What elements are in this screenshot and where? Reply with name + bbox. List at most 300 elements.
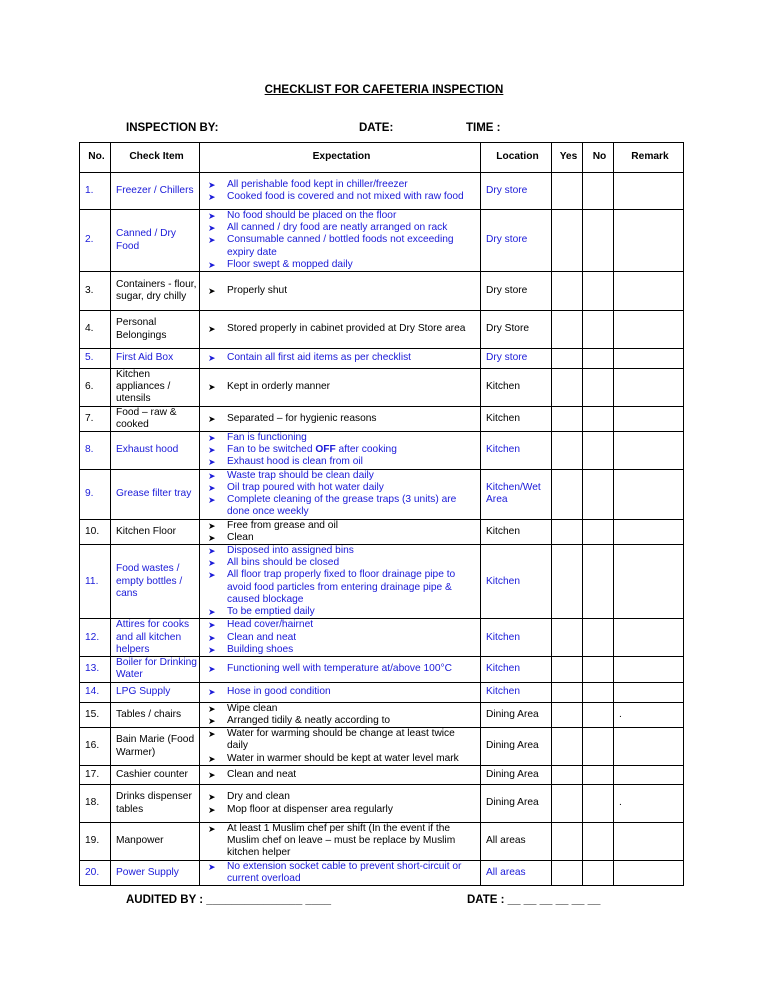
yes-checkbox-cell[interactable] [552,657,583,682]
expectation-cell [200,728,481,766]
no-checkbox-cell[interactable] [583,311,614,349]
expectation-list [205,323,478,335]
no-checkbox-cell[interactable] [583,728,614,766]
expectation-list [205,663,478,675]
arrowhead-bullet-icon: ➤ [208,235,216,246]
expectation-item [205,191,478,203]
remark-cell[interactable] [614,173,684,210]
arrowhead-bullet-icon: ➤ [208,259,216,270]
expectation-item [205,728,478,752]
table-row [80,210,684,272]
audited-by-field: AUDITED BY : _______________ ____ [126,894,332,906]
check-item: Grease filter tray [111,469,200,519]
expectation-cell [200,682,481,702]
row-number: 16. [80,728,111,766]
check-item: Manpower [111,823,200,861]
expectation-text: Contain all first aid items as per checklist [227,352,412,364]
no-checkbox-cell[interactable] [583,619,614,657]
row-number: 20. [80,860,111,885]
yes-checkbox-cell[interactable] [552,210,583,272]
table-row [80,823,684,861]
expectation-item [205,470,478,482]
expectation-cell [200,311,481,349]
table-row [80,469,684,519]
expectation-text: Separated – for hygienic reasons [227,412,377,424]
arrowhead-bullet-icon: ➤ [208,620,216,631]
yes-checkbox-cell[interactable] [552,823,583,861]
arrowhead-bullet-icon: ➤ [208,470,216,481]
expectation-text: Water in warmer should be kept at water level mark [227,752,459,764]
check-item: Kitchen Floor [111,519,200,544]
no-checkbox-cell[interactable] [583,349,614,369]
expectation-text: Functioning well with temperature at/above 100°C [227,663,452,675]
column-header-check-item: Check Item [111,143,200,173]
expectation-list [205,520,478,544]
arrowhead-bullet-icon: ➤ [208,792,216,803]
location: Kitchen/Wet Area [481,469,552,519]
expectation-list [205,432,478,469]
expectation-list [205,545,478,618]
expectation-text: Cooked food is covered and not mixed with raw food [227,191,464,202]
expectation-cell [200,860,481,885]
remark-cell[interactable] [614,860,684,885]
row-number: 11. [80,545,111,619]
expectation-item [205,179,478,191]
yes-checkbox-cell[interactable] [552,728,583,766]
expectation-item [205,234,478,258]
remark-cell[interactable] [614,311,684,349]
arrowhead-bullet-icon: ➤ [208,729,216,740]
arrowhead-bullet-icon: ➤ [208,687,216,698]
expectation-item [205,606,478,618]
no-checkbox-cell[interactable] [583,657,614,682]
expectation-item [205,222,478,234]
expectation-item [205,381,478,393]
arrowhead-bullet-icon: ➤ [208,804,216,815]
check-item: Freezer / Chillers [111,173,200,210]
expectation-item [205,413,478,425]
check-item: Drinks dispenser tables [111,785,200,823]
row-number: 6. [80,369,111,407]
expectation-item [205,644,478,656]
row-number: 14. [80,682,111,702]
arrowhead-bullet-icon: ➤ [208,644,216,655]
check-item: Bain Marie (Food Warmer) [111,728,200,766]
expectation-text: Water for warming should be change at least twice daily [227,728,455,752]
expectation-cell [200,785,481,823]
remark-cell[interactable] [614,519,684,544]
expectation-item [205,323,478,335]
expectation-cell [200,545,481,619]
check-item: Containers - flour, sugar, dry chilly [111,272,200,311]
expectation-text: Properly shut [227,284,288,296]
expectation-text: Fan is functioning [227,432,307,444]
row-number: 12. [80,619,111,657]
remark-cell[interactable] [614,469,684,519]
expectation-item [205,557,478,569]
expectation-list [205,703,478,727]
remark-cell[interactable] [614,619,684,657]
no-checkbox-cell[interactable] [583,682,614,702]
expectation-cell [200,702,481,727]
location: Kitchen [481,432,552,470]
no-checkbox-cell[interactable] [583,210,614,272]
expectation-item [205,632,478,644]
no-checkbox-cell[interactable] [583,173,614,210]
remark-cell[interactable] [614,272,684,311]
no-checkbox-cell[interactable] [583,823,614,861]
document-title: CHECKLIST FOR CAFETERIA INSPECTION [264,84,504,96]
yes-checkbox-cell[interactable] [552,519,583,544]
column-header-no-answer: No [583,143,614,173]
yes-checkbox-cell[interactable] [552,702,583,727]
row-number: 9. [80,469,111,519]
expectation-text: Mop floor at dispenser area regularly [227,803,393,815]
yes-checkbox-cell[interactable] [552,432,583,470]
arrowhead-bullet-icon: ➤ [208,192,216,202]
location: Kitchen [481,619,552,657]
arrowhead-bullet-icon: ➤ [208,482,216,493]
row-number: 10. [80,519,111,544]
check-item: Tables / chairs [111,702,200,727]
table-row [80,369,684,407]
location: Kitchen [481,406,552,431]
arrowhead-bullet-icon: ➤ [208,433,216,444]
yes-checkbox-cell[interactable] [552,349,583,369]
arrowhead-bullet-icon: ➤ [208,353,216,364]
no-checkbox-cell[interactable] [583,702,614,727]
location: Kitchen [481,369,552,407]
row-number: 1. [80,173,111,210]
expectation-list [205,210,478,271]
arrowhead-bullet-icon: ➤ [208,715,216,726]
remark-cell[interactable]: . [614,702,684,727]
arrowhead-bullet-icon: ➤ [208,413,216,424]
check-item: Personal Belongings [111,311,200,349]
arrowhead-bullet-icon: ➤ [208,532,216,543]
column-header-location: Location [481,143,552,173]
row-number: 3. [80,272,111,311]
row-number: 2. [80,210,111,272]
expectation-item [205,482,478,494]
remark-cell[interactable] [614,210,684,272]
expectation-cell [200,619,481,657]
remark-cell[interactable] [614,823,684,861]
table-row [80,349,684,369]
remark-cell[interactable] [614,406,684,431]
expectation-item [205,352,478,364]
expectation-text: Disposed into assigned bins [227,545,354,557]
table-row [80,766,684,785]
arrowhead-bullet-icon: ➤ [208,570,216,581]
expectation-cell [200,823,481,861]
expectation-item [205,663,478,675]
audit-date-field: DATE : __ __ __ __ __ __ [467,894,601,906]
location: Dining Area [481,702,552,727]
yes-checkbox-cell[interactable] [552,272,583,311]
expectation-item [205,285,478,297]
arrowhead-bullet-icon: ➤ [208,769,216,780]
expectation-item [205,823,478,860]
arrowhead-bullet-icon: ➤ [208,824,216,835]
row-number: 18. [80,785,111,823]
yes-checkbox-cell[interactable] [552,406,583,431]
expectation-text: Complete cleaning of the grease traps (3 units) are done once weekly [227,494,457,518]
location: Dry Store [481,311,552,349]
expectation-text: Exhaust hood is clean from oil [227,456,363,468]
expectation-cell [200,272,481,311]
expectation-list [205,470,478,519]
table-row [80,657,684,682]
expectation-list [205,823,478,860]
no-checkbox-cell[interactable] [583,766,614,785]
location: Kitchen [481,657,552,682]
expectation-list [205,619,478,656]
column-header-no: No. [80,143,111,173]
table-row [80,860,684,885]
location: Dry store [481,210,552,272]
expectation-text: No food should be placed on the floor [227,210,397,221]
row-number: 8. [80,432,111,470]
location: Kitchen [481,519,552,544]
remark-cell[interactable] [614,682,684,702]
no-checkbox-cell[interactable] [583,369,614,407]
arrowhead-bullet-icon: ➤ [208,324,216,335]
arrowhead-bullet-icon: ➤ [208,457,216,468]
row-number: 17. [80,766,111,785]
expectation-list [205,791,478,815]
expectation-text: All canned / dry food are neatly arranged on rack [227,222,448,234]
expectation-list [205,728,478,765]
location: Dining Area [481,766,552,785]
expectation-text: Free from grease and oil [227,519,338,531]
expectation-list [205,861,478,885]
no-checkbox-cell[interactable] [583,519,614,544]
check-item: Food wastes / empty bottles / cans [111,545,200,619]
no-checkbox-cell[interactable] [583,860,614,885]
yes-checkbox-cell[interactable] [552,682,583,702]
expectation-item [205,444,478,456]
expectation-text: Clean [227,531,254,543]
expectation-text: All bins should be closed [227,557,340,569]
table-row [80,272,684,311]
expectation-text: To be emptied daily [227,606,315,618]
expectation-text: Kept in orderly manner [227,381,331,393]
inspection-by-label: INSPECTION BY: [126,122,219,134]
location: Dining Area [481,728,552,766]
yes-checkbox-cell[interactable] [552,369,583,407]
arrowhead-bullet-icon: ➤ [208,382,216,393]
no-checkbox-cell[interactable] [583,545,614,619]
yes-checkbox-cell[interactable] [552,173,583,210]
expectation-list [205,381,478,393]
expectation-text: Floor swept & mopped daily [227,258,353,270]
table-row [80,519,684,544]
arrowhead-bullet-icon: ➤ [208,558,216,569]
remark-cell[interactable]: . [614,785,684,823]
arrowhead-bullet-icon: ➤ [208,546,216,557]
row-number: 7. [80,406,111,431]
expectation-item [205,259,478,271]
checklist-table [79,142,684,886]
column-header-expectation: Expectation [200,143,481,173]
arrowhead-bullet-icon: ➤ [208,445,216,456]
expectation-text: Wipe clean [227,702,278,714]
table-row [80,545,684,619]
checklist-body [80,173,684,886]
row-number: 5. [80,349,111,369]
expectation-text: Clean and neat [227,768,297,780]
check-item: Canned / Dry Food [111,210,200,272]
expectation-text: Oil trap poured with hot water daily [227,481,384,493]
expectation-text: Dry and clean [227,791,290,803]
expectation-item [205,715,478,727]
table-row [80,406,684,431]
expectation-list [205,352,478,364]
expectation-cell [200,406,481,431]
table-row [80,619,684,657]
column-header-yes: Yes [552,143,583,173]
location: Dining Area [481,785,552,823]
expectation-text: Clean and neat [227,631,297,643]
expectation-text: Head cover/hairnet [227,619,314,631]
check-item: First Aid Box [111,349,200,369]
check-item: LPG Supply [111,682,200,702]
expectation-text: Stored properly in cabinet provided at Dry Store area [227,323,466,335]
arrowhead-bullet-icon: ➤ [208,664,216,675]
yes-checkbox-cell[interactable] [552,785,583,823]
expectation-item [205,703,478,715]
yes-checkbox-cell[interactable] [552,311,583,349]
expectation-cell [200,657,481,682]
expectation-list [205,285,478,297]
arrowhead-bullet-icon: ➤ [208,179,216,190]
location: Dry store [481,272,552,311]
check-item: Cashier counter [111,766,200,785]
check-item: Attires for cooks and all kitchen helpers [111,619,200,657]
arrowhead-bullet-icon: ➤ [208,223,216,234]
location: Dry store [481,173,552,210]
expectation-item [205,432,478,444]
location: Kitchen [481,545,552,619]
arrowhead-bullet-icon: ➤ [208,861,216,872]
expectation-cell [200,173,481,210]
expectation-text: Arranged tidily & neatly according to [227,714,391,726]
table-row [80,785,684,823]
expectation-text: Consumable canned / bottled foods not exceeding expiry date [227,234,454,258]
expectation-item [205,753,478,765]
expectation-cell [200,210,481,272]
remark-cell[interactable] [614,349,684,369]
check-item: Food – raw & cooked [111,406,200,431]
expectation-cell [200,519,481,544]
arrowhead-bullet-icon: ➤ [208,211,216,221]
expectation-cell [200,766,481,785]
expectation-item [205,804,478,816]
expectation-text: Waste trap should be clean daily [227,469,374,481]
expectation-item [205,769,478,781]
row-number: 15. [80,702,111,727]
arrowhead-bullet-icon: ➤ [208,495,216,506]
expectation-text: At least 1 Muslim chef per shift (In the event if the Muslim chef on leave – must be replace by Muslim kitchen helper [227,823,456,859]
expectation-item [205,494,478,518]
location: All areas [481,823,552,861]
row-number: 4. [80,311,111,349]
location: All areas [481,860,552,885]
remark-cell[interactable] [614,432,684,470]
expectation-item [205,619,478,631]
expectation-text: All floor trap properly fixed to floor drainage pipe to avoid food particles from entering drainage pipe & caused blockage [227,569,456,605]
yes-checkbox-cell[interactable] [552,545,583,619]
remark-cell[interactable] [614,657,684,682]
expectation-item [205,686,478,698]
yes-checkbox-cell[interactable] [552,469,583,519]
expectation-item [205,520,478,532]
arrowhead-bullet-icon: ➤ [208,703,216,714]
table-row [80,311,684,349]
expectation-item [205,456,478,468]
table-row [80,432,684,470]
no-checkbox-cell[interactable] [583,469,614,519]
remark-cell[interactable] [614,766,684,785]
table-header-row [80,143,684,173]
expectation-item [205,532,478,544]
arrowhead-bullet-icon: ➤ [208,632,216,643]
date-label: DATE: [359,122,394,134]
expectation-item [205,569,478,606]
no-checkbox-cell[interactable] [583,272,614,311]
yes-checkbox-cell[interactable] [552,860,583,885]
no-checkbox-cell[interactable] [583,406,614,431]
column-header-remark: Remark [614,143,684,173]
expectation-item [205,545,478,557]
expectation-list [205,413,478,425]
yes-checkbox-cell[interactable] [552,619,583,657]
table-row [80,682,684,702]
check-item: Power Supply [111,860,200,885]
expectation-cell [200,469,481,519]
expectation-item [205,861,478,885]
arrowhead-bullet-icon: ➤ [208,520,216,531]
expectation-text: All perishable food kept in chiller/freezer [227,178,408,190]
expectation-text: Hose in good condition [227,686,331,698]
time-label: TIME : [466,122,501,134]
no-checkbox-cell[interactable] [583,785,614,823]
expectation-cell [200,432,481,470]
remark-cell[interactable] [614,545,684,619]
expectation-cell [200,349,481,369]
no-checkbox-cell[interactable] [583,432,614,470]
expectation-list [205,769,478,781]
remark-cell[interactable] [614,369,684,407]
expectation-list [205,179,478,203]
remark-cell[interactable] [614,728,684,766]
table-row [80,728,684,766]
expectation-text: Fan to be switched OFF after cooking [227,444,397,456]
arrowhead-bullet-icon: ➤ [208,607,216,618]
arrowhead-bullet-icon: ➤ [208,753,216,764]
row-number: 19. [80,823,111,861]
location: Dry store [481,349,552,369]
expectation-text: Building shoes [227,643,294,655]
location: Kitchen [481,682,552,702]
row-number: 13. [80,657,111,682]
expectation-text: No extension socket cable to prevent short-circuit or current overload [227,860,462,884]
check-item: Exhaust hood [111,432,200,470]
expectation-item [205,791,478,803]
table-row [80,173,684,210]
yes-checkbox-cell[interactable] [552,766,583,785]
